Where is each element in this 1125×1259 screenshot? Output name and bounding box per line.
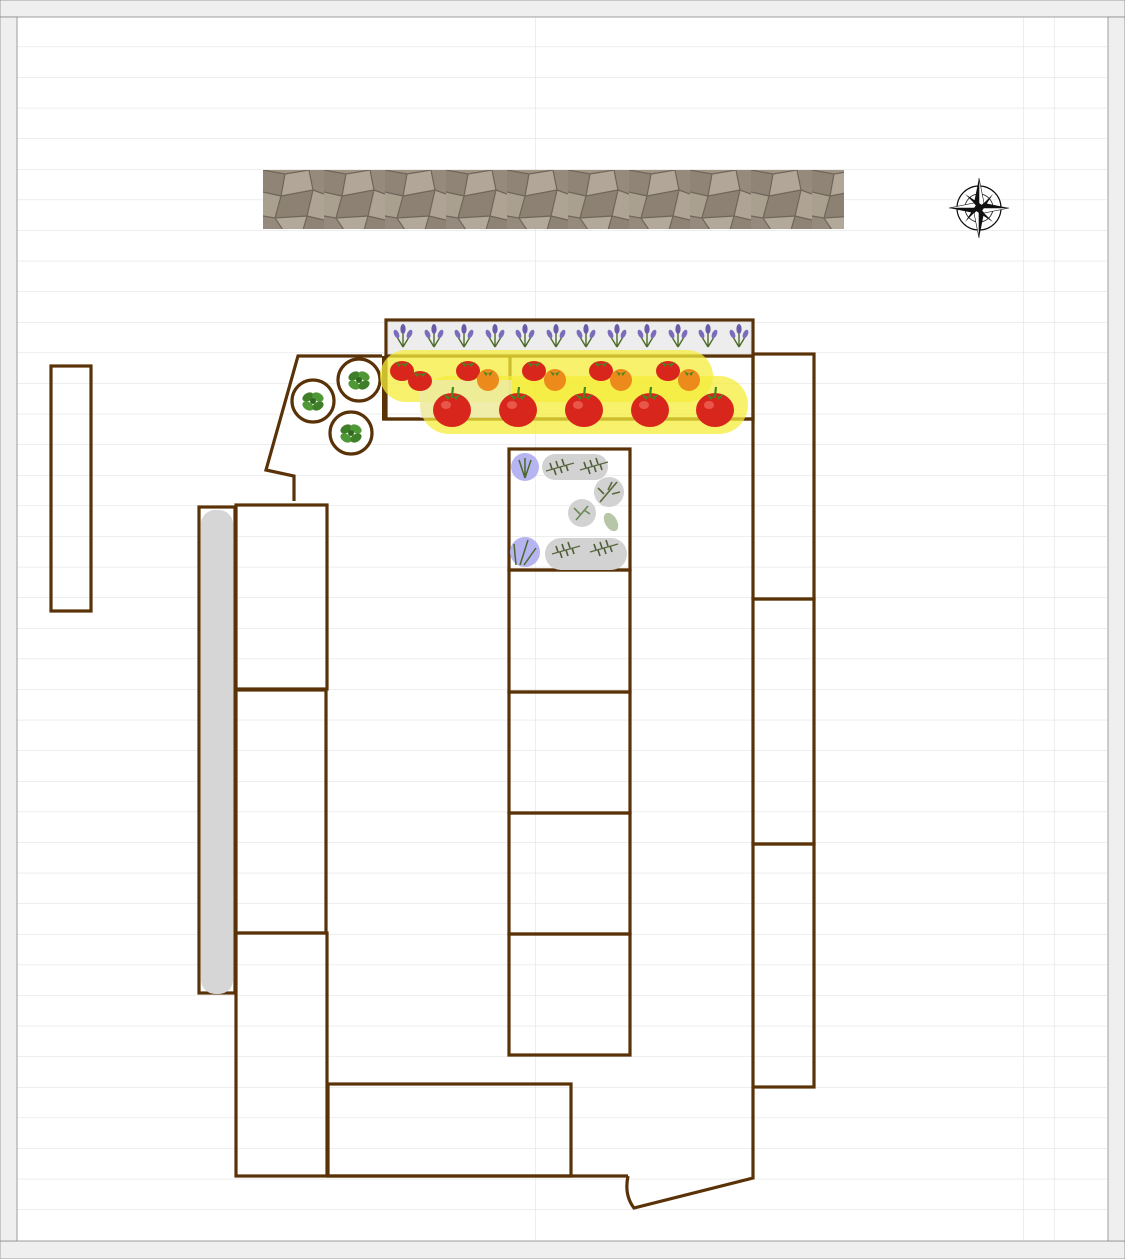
cherry-tomato-icon (610, 369, 632, 391)
cherry-tomato-icon (544, 369, 566, 391)
tomato-icon (522, 361, 546, 381)
tomato-icon (656, 361, 680, 381)
cherry-tomato-icon (477, 369, 499, 391)
stone-patio (263, 170, 844, 229)
ruler-left (0, 17, 17, 1241)
rudbeckia-row (201, 510, 233, 994)
lavender-row (388, 322, 751, 354)
tomato-icon (456, 361, 480, 381)
tomato-icon (589, 361, 613, 381)
tomato-highlight (380, 350, 748, 434)
ruler-bottom (0, 1241, 1125, 1259)
tomato-icon (408, 371, 432, 391)
cherry-tomato-icon (678, 369, 700, 391)
ruler-top (0, 0, 1125, 17)
ruler-right (1108, 17, 1125, 1241)
